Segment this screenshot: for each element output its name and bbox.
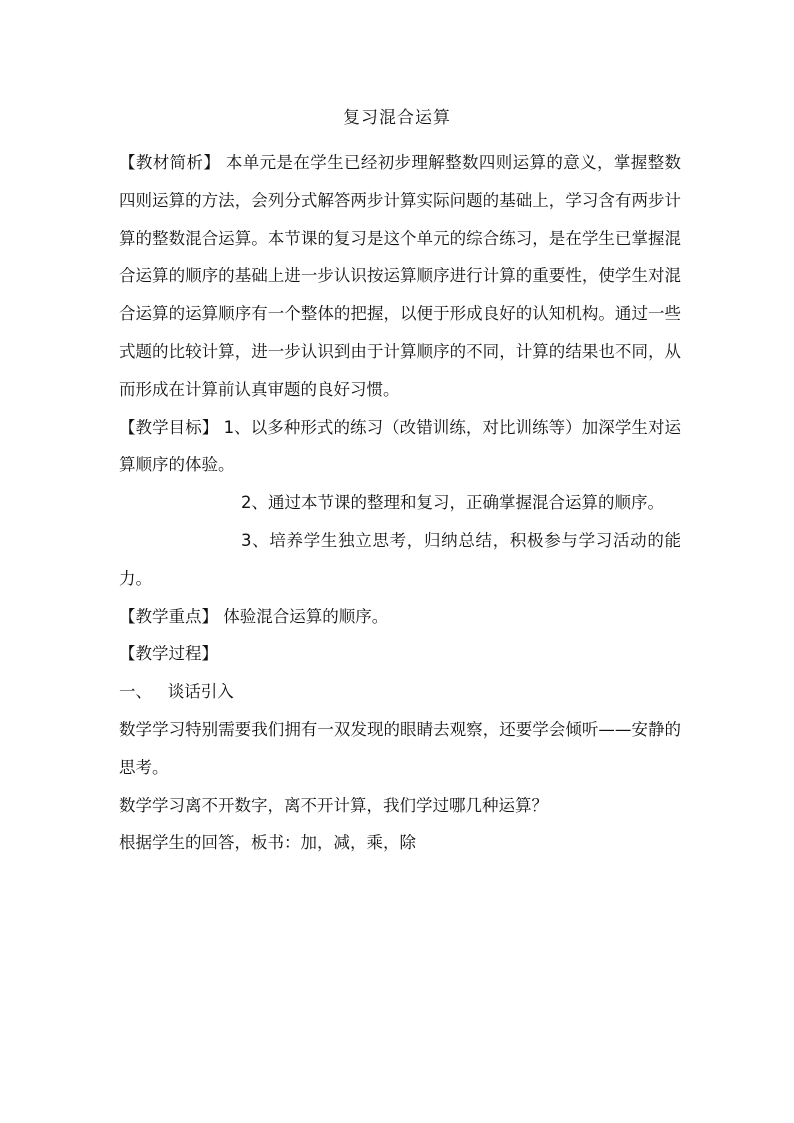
process-paragraph-3: 根据学生的回答，板书：加，减，乘，除 xyxy=(119,833,416,853)
goal-item-1: 1、以多种形式的练习（改错训练，对比训练等）加深学生对运算顺序的体验。 xyxy=(119,417,681,475)
process-paragraph-2: 数学学习离不开数字，离不开计算，我们学过哪几种运算？ xyxy=(119,795,548,815)
goal-item-2-paragraph xyxy=(119,484,681,522)
step-1-heading: 一、 谈话引入 xyxy=(119,682,234,702)
process-heading: 【教学过程】 xyxy=(119,644,218,664)
document-title: 复习混合运算 xyxy=(343,108,451,128)
goals-paragraph xyxy=(119,409,681,485)
document-body xyxy=(119,144,681,862)
goal-item-3: 3、培养学生独立思考，归纳总结，积极参与学习活动的能力。 xyxy=(119,530,681,588)
process-paragraph-1: 数学学习特别需要我们拥有一双发现的眼睛去观察，还要学会倾听——安静的思考。 xyxy=(119,719,681,777)
focus-paragraph xyxy=(119,598,681,636)
goal-item-3-paragraph xyxy=(119,522,681,598)
goal-item-2: 2、通过本节课的整理和复习，正确掌握混合运算的顺序。 xyxy=(241,493,664,513)
goals-label: 【教学目标】 xyxy=(119,417,219,437)
analysis-text: 本单元是在学生已经初步理解整数四则运算的意义，掌握整数四则运算的方法，会列分式解答两步计算实际问题的基础上，学习含有两步计算的整数混合运算。本节课的复习是这个单元的综合练习，是在学生已掌握混合运算的顺序的基础上进一步认识按运算顺序进行计算的重要性，使学生对混合运算的运算顺序有一个整体的把握，以便于形成良好的认知机构。通过一些式题的比较计算，进一步认识到由于计算顺序的不同，计算的结果也不同，从而形成在计算前认真审题的良好习惯。 xyxy=(119,153,682,399)
focus-text: 体验混合运算的顺序。 xyxy=(218,606,389,626)
focus-label: 【教学重点】 xyxy=(119,606,218,626)
analysis-paragraph xyxy=(119,144,681,409)
analysis-label: 【教材简析】 xyxy=(119,153,221,172)
